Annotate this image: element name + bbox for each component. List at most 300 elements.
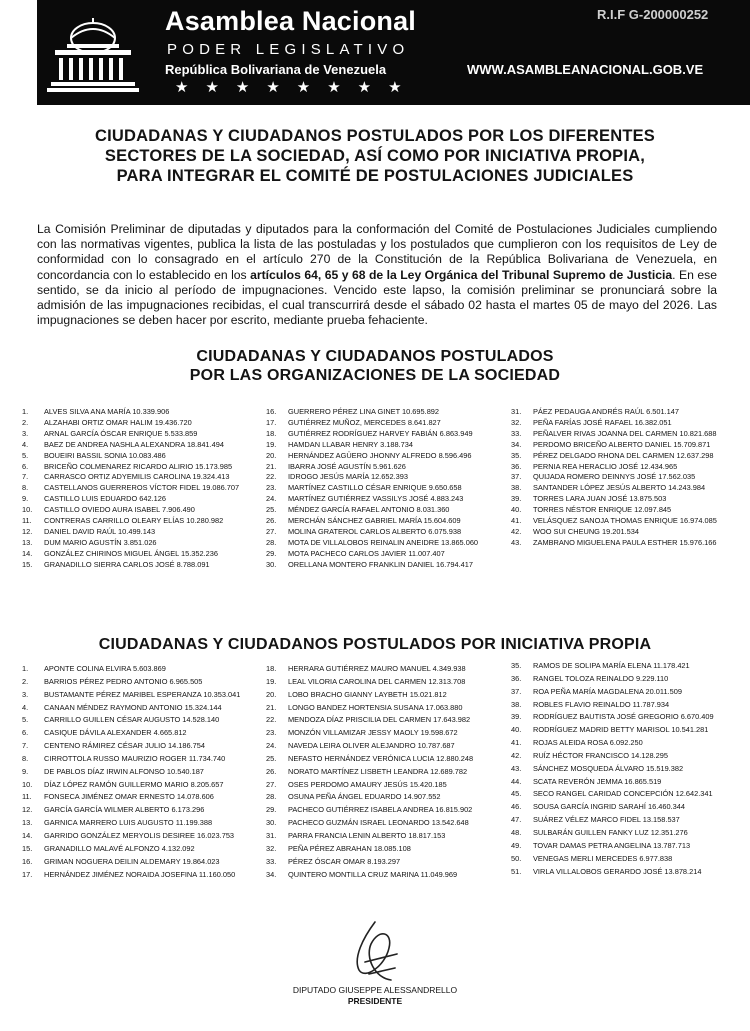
item-number: 24. [266,741,277,751]
list-item [22,689,240,702]
list-item [266,451,478,462]
item-number: 36. [511,461,522,471]
candidate-name-id: IDROGO JESÚS MARÍA 12.652.393 [288,472,408,482]
handwritten-signature [345,918,405,988]
stars-row: ★★★★★★★★ [175,79,419,96]
intro-paragraph [37,222,717,328]
item-number: 51. [511,866,522,876]
list-item [266,516,478,527]
list-item [266,663,473,676]
list-item [266,830,473,843]
list-item [266,505,478,516]
candidate-name-id: RANGEL TOLOZA REINALDO 9.229.110 [533,673,669,683]
list-item [266,440,478,451]
candidate-name-id: MARTÍNEZ CASTILLO CÉSAR ENRIQUE 9.650.658 [288,483,462,493]
candidate-name-id: CARRASCO ORTIZ ADYEMILIS CAROLINA 19.324.413 [44,472,230,482]
item-number: 20. [266,450,277,460]
signer-name: DIPUTADO GIUSEPPE ALESSANDRELLO [292,985,458,995]
candidate-name-id: DÍAZ LÓPEZ RAMÓN GUILLERMO MARIO 8.205.657 [44,779,224,789]
candidate-name-id: DE PABLOS DÍAZ IRWIN ALFONSO 10.540.187 [44,766,204,776]
item-number: 11. [22,792,32,802]
list-item [511,538,717,549]
list-item [266,462,478,473]
candidate-name-id: SOUSA GARCÍA INGRID SARAHÍ 16.460.344 [533,802,685,812]
list-item [266,817,473,830]
candidate-name-id: LEAL VILORIA CAROLINA DEL CARMEN 12.313.708 [288,676,466,686]
candidate-name-id: CENTENO RÁMIREZ CÉSAR JULIO 14.186.754 [44,741,206,751]
candidate-name-id: VENEGAS MERLI MERCEDES 6.977.838 [533,853,673,863]
candidate-name-id: SCATA REVERÓN JEMMA 16.865.519 [533,776,662,786]
candidate-name-id: HAMDAN LLABAR HENRY 3.188.734 [288,439,414,449]
candidate-name-id: APONTE COLINA ELVIRA 5.603.869 [44,664,166,673]
candidate-name-id: PEÑALVER RIVAS JOANNA DEL CARMEN 10.821.688 [533,428,717,438]
list-item [22,702,240,715]
candidate-name-id: HERNÁNDEZ JIMÉNEZ NORAIDA JOSEFINA 11.160.050 [44,869,236,879]
candidate-name-id: MOLINA GRATEROL CARLOS ALBERTO 6.075.938 [288,526,462,536]
title-line: PARA INTEGRAR EL COMITÉ DE POSTULACIONES JUDICIALES [116,167,634,185]
candidate-name-id: TOVAR DAMAS PETRA ANGELINA 13.787.713 [533,840,691,850]
candidate-name-id: HERRARA GUTIÉRREZ MAURO MANUEL 4.349.938 [288,664,466,673]
item-number: 48. [511,827,522,837]
item-number: 6. [22,461,29,471]
list-item [22,817,240,830]
item-number: 22. [266,715,277,725]
list-item [22,830,240,843]
item-number: 22. [266,472,277,482]
list-item [511,451,717,462]
candidate-name-id: SECO RANGEL CARIDAD CONCEPCIÓN 12.642.341 [533,789,713,799]
list-item [266,766,473,779]
candidate-name-id: TORRES LARA JUAN JOSÉ 13.875.503 [533,494,667,504]
candidate-name-id: GONZÁLEZ CHIRINOS MIGUEL ÁNGEL 15.352.236 [44,548,219,558]
item-number: 15. [22,559,33,569]
item-number: 27. [266,779,277,789]
item-number: 43. [511,763,522,773]
list-item [266,429,478,440]
list-item [511,840,714,853]
item-number: 35. [511,450,522,460]
item-number: 40. [511,725,522,735]
item-number: 31. [511,407,522,416]
candidate-name-id: CASTILLO LUIS EDUARDO 642.126 [44,494,166,504]
list-item [511,440,717,451]
item-number: 11. [22,516,32,526]
item-number: 40. [511,505,522,515]
item-number: 3. [22,428,29,438]
list-item [511,763,714,776]
republic-name: República Bolivariana de Venezuela [165,62,387,77]
item-number: 14. [22,548,33,558]
item-number: 5. [22,715,29,725]
candidate-name-id: OSUNA PEÑA ÁNGEL EDUARDO 14.907.552 [288,792,441,802]
item-number: 29. [266,548,277,558]
candidate-name-id: MONZÓN VILLAMIZAR JESSY MAOLY 19.598.672 [288,728,458,738]
candidate-name-id: ROJAS ALEIDA ROSA 6.092.250 [533,738,643,748]
list-item [511,494,717,505]
list-item [511,776,714,789]
section2-title [20,636,730,655]
item-number: 1. [22,664,29,673]
list-item [22,791,240,804]
candidate-name-id: GRIMAN NOGUERA DEILIN ALDEMARY 19.864.023 [44,856,220,866]
candidate-name-id: RAMOS DE SOLIPA MARÍA ELENA 11.178.421 [533,661,690,670]
intro-bold-articles: artículos 64, 65 y 68 de la Ley Orgánica del Tribunal Supremo de Justicia [250,267,673,282]
list-item [22,727,240,740]
item-number: 39. [511,494,522,504]
list-item [22,804,240,817]
list-item [22,549,239,560]
list-item [511,801,714,814]
item-number: 25. [266,753,277,763]
list-item [266,549,478,560]
item-number: 12. [22,805,33,815]
list-item [22,516,239,527]
list-item [22,451,239,462]
list-item [511,788,714,801]
list-item [511,660,714,673]
candidate-name-id: BARRIOS PÉREZ PEDRO ANTONIO 6.965.505 [44,676,203,686]
list-item [266,856,473,869]
list-item [22,418,239,429]
list-item [266,714,473,727]
list-item [22,779,240,792]
list-item [22,663,240,676]
candidate-list-column [266,407,478,571]
list-item [266,560,478,571]
org-name: Asamblea Nacional [165,6,417,36]
list-item [511,516,717,527]
candidate-name-id: CASTILLO OVIEDO AURA ISABEL 7.906.490 [44,505,195,515]
item-number: 4. [22,702,29,712]
item-number: 7. [22,741,29,751]
item-number: 31. [266,830,277,840]
candidate-name-id: CIRROTTOLA RUSSO MAURIZIO ROGER 11.734.740 [44,753,226,763]
item-number: 26. [266,516,277,526]
item-number: 13. [22,818,33,828]
item-number: 50. [511,853,522,863]
candidate-name-id: ROA PEÑA MARÍA MAGDALENA 20.011.509 [533,686,682,696]
item-number: 17. [266,417,277,427]
candidate-name-id: CASTELLANOS GUERREROS VÍCTOR FIDEL 19.086.707 [44,483,240,493]
list-item [511,429,717,440]
candidate-name-id: PERNIA REA HERACLIO JOSÉ 12.434.965 [533,461,678,471]
item-number: 42. [511,526,522,536]
signer-role: PRESIDENTE [347,996,403,1006]
list-item [22,505,239,516]
candidate-name-id: GUTIÉRREZ MUÑOZ, MERCEDES 8.641.827 [288,417,441,427]
candidate-name-id: BUSTAMANTE PÉREZ MARIBEL ESPERANZA 10.353.041 [44,689,241,699]
list-item [266,843,473,856]
item-number: 25. [266,505,277,515]
candidate-name-id: MOTA DE VILLALOBOS REINALIN ANEIDRE 13.865.060 [288,537,479,547]
candidate-name-id: CASIQUE DÁVILA ALEXANDER 4.665.812 [44,728,187,738]
list-item [22,462,239,473]
candidate-name-id: GUTIÉRREZ RODRÍGUEZ HARVEY FABIÁN 6.863.949 [288,428,473,438]
candidate-name-id: SUÁREZ VÉLEZ MARCO FIDEL 13.158.537 [533,815,680,825]
item-number: 49. [511,840,522,850]
list-item [511,527,717,538]
candidate-name-id: SULBARÁN GUILLEN FANKY LUZ 12.351.276 [533,827,688,837]
item-number: 33. [266,856,277,866]
candidate-name-id: OSES PERDOMO AMAURY JESÚS 15.420.185 [288,779,447,789]
item-number: 30. [266,559,277,569]
item-number: 19. [266,439,277,449]
candidate-name-id: DUM MARIO AGUSTÍN 3.851.026 [44,537,157,547]
item-number: 23. [266,728,277,738]
item-number: 2. [22,676,29,686]
list-item [511,814,714,827]
item-number: 4. [22,439,29,449]
candidate-name-id: ROBLES FLAVIO REINALDO 11.787.934 [533,699,670,709]
item-number: 17. [22,869,33,879]
item-number: 26. [266,766,277,776]
item-number: 41. [511,516,522,526]
list-item [266,779,473,792]
candidate-name-id: SANTANDER LÓPEZ JESÚS ALBERTO 14.243.984 [533,483,706,493]
item-number: 15. [22,843,33,853]
list-item [22,440,239,451]
list-item [22,527,239,538]
list-item [22,766,240,779]
list-item [22,560,239,571]
candidate-name-id: GRANADILLO MALAVÉ ALFONZO 4.132.092 [44,843,195,853]
candidate-name-id: PEÑA FARÍAS JOSÉ RAFAEL 16.382.051 [533,417,672,427]
list-item [266,740,473,753]
list-item [22,740,240,753]
candidate-list-column [22,407,239,571]
list-item [266,804,473,817]
item-number: 9. [22,494,29,504]
list-item [511,472,717,483]
candidate-list-column [22,663,240,881]
candidate-name-id: MENDOZA DÍAZ PRISCILIA DEL CARMEN 17.643.982 [288,715,471,725]
candidate-name-id: VELÁSQUEZ SANOJA THOMAS ENRIQUE 16.974.085 [533,516,717,526]
list-item [511,750,714,763]
list-item [511,483,717,494]
intro-text: . En ese sentido, se da inicio al período de impugnaciones. Vencido este lapso, la comisión preliminar se pronunciará sobre la admisión de las impugnaciones recibidas, el cual transcurrirá desde el sábado 02 hasta el martes 05 de mayo del 2026. Las impugnaciones se deben hacer por escrito, mediante prueba fehaciente. [37,267,717,328]
candidate-name-id: ALZAHABI ORTIZ OMAR HALIM 19.436.720 [44,417,192,427]
candidate-name-id: MOTA PACHECO CARLOS JAVIER 11.007.407 [288,548,445,558]
item-number: 43. [511,537,522,547]
list-item [22,538,239,549]
list-item [266,483,478,494]
section-title-line: CIUDADANAS Y CIUDADANOS POSTULADOS [196,348,554,365]
item-number: 10. [22,779,33,789]
candidate-name-id: CARRILLO GUILLEN CÉSAR AUGUSTO 14.528.140 [44,715,220,725]
candidate-name-id: PERDOMO BRICEÑO ALBERTO DANIEL 15.709.871 [533,439,711,449]
candidate-name-id: BOUEIRI BASSIL SONIA 10.083.486 [44,450,166,460]
item-number: 32. [511,417,522,427]
item-number: 5. [22,450,29,460]
candidate-name-id: PACHECO GUZMÁN ISRAEL LEONARDO 13.542.648 [288,818,469,828]
candidate-name-id: FONSECA JIMÉNEZ OMAR ERNESTO 14.078.606 [44,792,214,802]
item-number: 46. [511,802,522,812]
list-item [266,527,478,538]
rif-number: R.I.F G-200000252 [597,7,709,22]
candidate-name-id: IBARRA JOSÉ AGUSTÍN 5.961.626 [288,461,406,471]
list-item [266,869,473,882]
item-number: 38. [511,483,522,493]
candidate-name-id: PARRA FRANCIA LENIN ALBERTO 18.817.153 [288,830,446,840]
item-number: 38. [511,699,522,709]
document-title [30,126,720,186]
item-number: 21. [266,702,277,712]
candidate-name-id: ALVES SILVA ANA MARÍA 10.339.906 [44,407,170,416]
candidate-name-id: TORRES NÉSTOR ENRIQUE 12.097.845 [533,505,672,515]
list-item [22,856,240,869]
item-number: 16. [266,407,277,416]
list-item [22,676,240,689]
candidate-name-id: PACHECO GUTIÉRREZ ISABELA ANDREA 16.815.902 [288,805,473,815]
item-number: 18. [266,428,277,438]
list-item [266,727,473,740]
list-item [266,753,473,766]
candidate-name-id: GARCÍA GARCÍA WILMER ALBERTO 6.173.296 [44,805,205,815]
list-item [22,494,239,505]
list-item [511,699,714,712]
item-number: 44. [511,776,522,786]
item-number: 19. [266,676,277,686]
section-title-line: CIUDADANAS Y CIUDADANOS POSTULADOS POR INICIATIVA PROPIA [98,636,652,653]
list-item [266,418,478,429]
section-title-line: POR LAS ORGANIZACIONES DE LA SOCIEDAD [189,366,561,384]
item-number: 33. [511,428,522,438]
website-url: WWW.ASAMBLEANACIONAL.GOB.VE [467,62,704,77]
candidate-name-id: RODRÍGUEZ BAUTISTA JOSÉ GREGORIO 6.670.409 [533,712,714,722]
title-line: SECTORES DE LA SOCIEDAD, ASÍ COMO POR INICIATIVA PROPIA, [104,147,646,165]
candidate-name-id: NAVEDA LEIRA OLIVER ALEJANDRO 10.787.687 [288,741,455,751]
candidate-name-id: CANAAN MÉNDEZ RAYMOND ANTONIO 15.324.144 [44,702,222,712]
item-number: 9. [22,766,29,776]
item-number: 2. [22,417,29,427]
item-number: 36. [511,673,522,683]
candidate-name-id: GARRIDO GONZÁLEZ MERYOLIS DESIREE 16.023.753 [44,830,235,840]
candidate-name-id: LOBO BRACHO GIANNY LAYBETH 15.021.812 [288,689,447,699]
list-item [511,853,714,866]
item-number: 29. [266,805,277,815]
list-item [266,538,478,549]
candidate-name-id: SÁNCHEZ MOSQUEDA ÁLVARO 15.519.382 [533,763,684,773]
candidate-list-column [266,663,473,881]
item-number: 10. [22,505,33,515]
item-number: 28. [266,537,277,547]
list-item [266,407,478,418]
candidate-name-id: PÁEZ PEDAUGA ANDRÉS RAÚL 6.501.147 [533,407,679,416]
candidate-name-id: GARNICA MARRERO LUIS AUGUSTO 11.199.388 [44,818,213,828]
item-number: 37. [511,686,522,696]
item-number: 21. [266,461,277,471]
list-item [22,753,240,766]
item-number: 24. [266,494,277,504]
candidate-name-id: ARNAL GARCÍA ÓSCAR ENRIQUE 5.533.859 [44,428,198,438]
item-number: 6. [22,728,29,738]
candidate-name-id: RODRÍGUEZ MADRID BETTY MARISOL 10.541.281 [533,725,709,735]
list-item [511,418,717,429]
candidate-name-id: WOO SUI CHEUNG 19.201.534 [533,526,639,536]
list-item [511,462,717,473]
candidate-name-id: VIRLA VILLALOBOS GERARDO JOSÉ 13.878.214 [533,866,702,876]
candidate-name-id: QUIJADA ROMERO DEINNYS JOSÉ 17.562.035 [533,472,696,482]
list-item [266,494,478,505]
title-line: CIUDADANAS Y CIUDADANOS POSTULADOS POR LOS DIFERENTES [94,127,656,145]
item-number: 39. [511,712,522,722]
item-number: 28. [266,792,277,802]
item-number: 34. [511,439,522,449]
list-item [22,407,239,418]
item-number: 35. [511,661,522,670]
candidate-name-id: PÉREZ DELGADO RHONA DEL CARMEN 12.637.298 [533,450,714,460]
item-number: 16. [22,856,33,866]
item-number: 37. [511,472,522,482]
letterhead-banner [37,0,750,105]
item-number: 8. [22,483,29,493]
item-number: 32. [266,843,277,853]
item-number: 1. [22,407,29,416]
item-number: 41. [511,738,522,748]
candidate-list-column [511,660,714,878]
org-subtitle: PODER LEGISLATIVO [167,41,410,58]
list-item [511,673,714,686]
item-number: 13. [22,537,33,547]
list-item [266,689,473,702]
item-number: 23. [266,483,277,493]
item-number: 7. [22,472,29,482]
candidate-name-id: MARTÍNEZ GUTIÉRREZ VASSILYS JOSÉ 4.883.243 [288,494,464,504]
item-number: 12. [22,526,33,536]
capitol-building-icon [47,14,139,94]
list-item [511,505,717,516]
candidate-name-id: NEFASTO HERNÁNDEZ VERÓNICA LUCIA 12.880.248 [288,753,474,763]
item-number: 47. [511,815,522,825]
list-item [266,702,473,715]
candidate-name-id: BRICEÑO COLMENAREZ RICARDO ALIRIO 15.173.985 [44,461,233,471]
list-item [511,737,714,750]
candidate-name-id: CONTRERAS CARRILLO OLEARY ELÍAS 10.280.982 [44,516,224,526]
item-number: 34. [266,869,277,879]
list-item [22,869,240,882]
candidate-name-id: NORATO MARTÍNEZ LISBETH LEANDRA 12.689.782 [288,766,468,776]
item-number: 14. [22,830,33,840]
candidate-name-id: LONGO BANDEZ HORTENSIA SUSANA 17.063.880 [288,702,463,712]
list-item [22,429,239,440]
section1-title [20,348,730,385]
candidate-name-id: RUÍZ HÉCTOR FRANCISCO 14.128.295 [533,750,668,760]
candidate-name-id: DANIEL DAVID RAÚL 10.499.143 [44,526,156,536]
candidate-name-id: ZAMBRANO MIGUELENA PAULA ESTHER 15.976.166 [533,537,717,547]
item-number: 8. [22,753,29,763]
intro-text: La Comisión Preliminar de diputadas y diputados para la conformación del Comité de Postulaciones Judiciales cumpliendo con las normativas vigentes, publica la lista de las postuladas y los postulados que cumplieron con los requisitos de Ley de conformidad con lo consagrado en el artículo 270 de la Constitución de la República Bolivariana de Venezuela, en concordancia con lo establecido en los [37,222,717,282]
list-item [22,483,239,494]
list-item [266,791,473,804]
list-item [22,472,239,483]
candidate-name-id: HERNÁNDEZ AGÜERO JHONNY ALFREDO 8.596.496 [288,450,472,460]
item-number: 42. [511,750,522,760]
list-item [511,827,714,840]
item-number: 20. [266,689,277,699]
list-item [22,843,240,856]
candidate-name-id: MERCHÁN SÁNCHEZ GABRIEL MARÍA 15.604.609 [288,516,461,526]
candidate-name-id: PEÑA PÉREZ ABRAHAN 18.085.108 [288,843,411,853]
item-number: 18. [266,664,277,673]
candidate-name-id: ORELLANA MONTERO FRANKLIN DANIEL 16.794.417 [288,559,473,569]
item-number: 3. [22,689,29,699]
list-item [266,676,473,689]
item-number: 45. [511,789,522,799]
item-number: 30. [266,818,277,828]
list-item [266,472,478,483]
item-number: 27. [266,526,277,536]
candidate-name-id: QUINTERO MONTILLA CRUZ MARINA 11.049.969 [288,869,458,879]
